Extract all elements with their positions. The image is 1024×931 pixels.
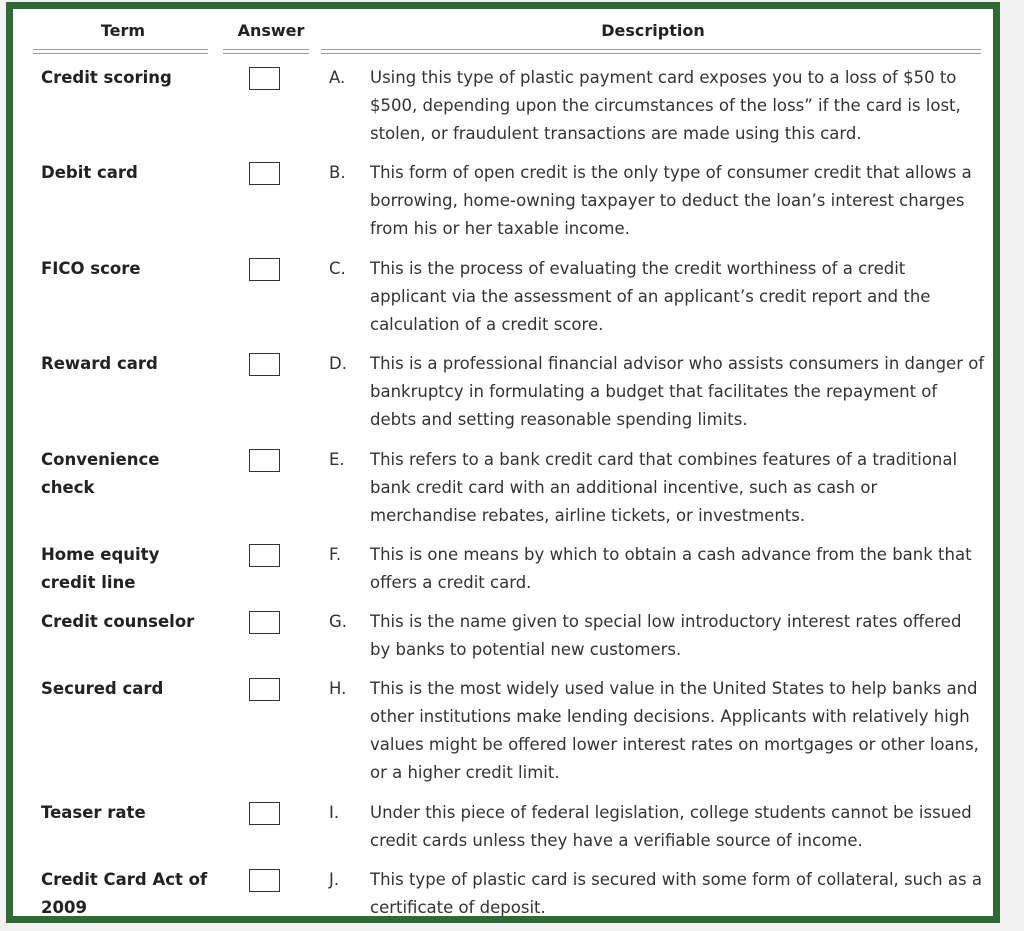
answer-column-header: Answer xyxy=(237,21,305,40)
description-letter: C. xyxy=(329,259,346,278)
term-header-rule xyxy=(33,49,208,54)
term-reward-card: Reward card xyxy=(41,354,158,373)
description-text: This type of plastic card is secured with some form of collateral, such as a certificate of deposit. xyxy=(370,870,982,917)
answer-box-credit-card-act-of-2009[interactable] xyxy=(249,869,280,892)
description-text: This is the process of evaluating the credit worthiness of a credit applicant via the assessment of an applicant’s credit report and the calculation of a credit score. xyxy=(370,259,931,334)
answer-box-credit-scoring[interactable] xyxy=(249,67,280,90)
term-debit-card: Debit card xyxy=(41,163,138,182)
term-teaser-rate: Teaser rate xyxy=(41,803,146,822)
description-letter: J. xyxy=(329,870,340,889)
description-text: This form of open credit is the only type of consumer credit that allows a borrowing, home-owning taxpayer to deduct the loan’s interest charges from his or her taxable income. xyxy=(370,163,972,238)
description-letter: H. xyxy=(329,679,347,698)
answer-box-secured-card[interactable] xyxy=(249,678,280,701)
description-text: This is a professional financial advisor who assists consumers in danger of bankruptcy in formulating a budget that facilitates the repayment of debts and setting reasonable spending limits. xyxy=(370,354,985,429)
answer-box-credit-counselor[interactable] xyxy=(249,611,280,634)
term-fico-score: FICO score xyxy=(41,259,141,278)
description-letter: E. xyxy=(329,450,345,469)
answer-box-debit-card[interactable] xyxy=(249,162,280,185)
description-text: Under this piece of federal legislation, college students cannot be issued credit cards unless they have a verifiable source of income. xyxy=(370,803,972,850)
answer-header-rule xyxy=(223,49,309,54)
term-home-equity-credit-line: Home equity credit line xyxy=(41,545,160,592)
matching-table xyxy=(6,2,1000,923)
answer-box-fico-score[interactable] xyxy=(249,258,280,281)
description-letter: A. xyxy=(329,68,346,87)
description-letter: F. xyxy=(329,545,342,564)
answer-box-reward-card[interactable] xyxy=(249,353,280,376)
description-text: This is one means by which to obtain a cash advance from the bank that offers a credit card. xyxy=(370,545,972,592)
description-letter: G. xyxy=(329,612,348,631)
description-letter: D. xyxy=(329,354,347,373)
description-text: This refers to a bank credit card that combines features of a traditional bank credit card with an additional incentive, such as cash or merchandise rebates, airline tickets, or investments. xyxy=(370,450,958,525)
term-column-header: Term xyxy=(100,21,146,40)
answer-box-teaser-rate[interactable] xyxy=(249,802,280,825)
description-text: Using this type of plastic payment card exposes you to a loss of $50 to $500, depending upon the circumstances of the loss” if the card is lost, stolen, or fraudulent transactions are made using this card. xyxy=(370,68,961,143)
term-credit-scoring: Credit scoring xyxy=(41,68,172,87)
description-text: This is the most widely used value in the United States to help banks and other institutions make lending decisions. Applicants with relatively high values might be offered lower interest rates on mortgages or other loans, or a higher credit limit. xyxy=(370,679,979,782)
description-letter: B. xyxy=(329,163,346,182)
description-header-rule xyxy=(321,49,981,54)
term-credit-card-act-of-2009: Credit Card Act of 2009 xyxy=(41,870,208,917)
term-convenience-check: Convenience check xyxy=(41,450,160,497)
answer-box-convenience-check[interactable] xyxy=(249,449,280,472)
term-credit-counselor: Credit counselor xyxy=(41,612,195,631)
description-text: This is the name given to special low introductory interest rates offered by banks to potential new customers. xyxy=(370,612,962,659)
description-letter: I. xyxy=(329,803,340,822)
term-secured-card: Secured card xyxy=(41,679,164,698)
answer-box-home-equity-credit-line[interactable] xyxy=(249,544,280,567)
description-column-header: Description xyxy=(601,21,705,40)
